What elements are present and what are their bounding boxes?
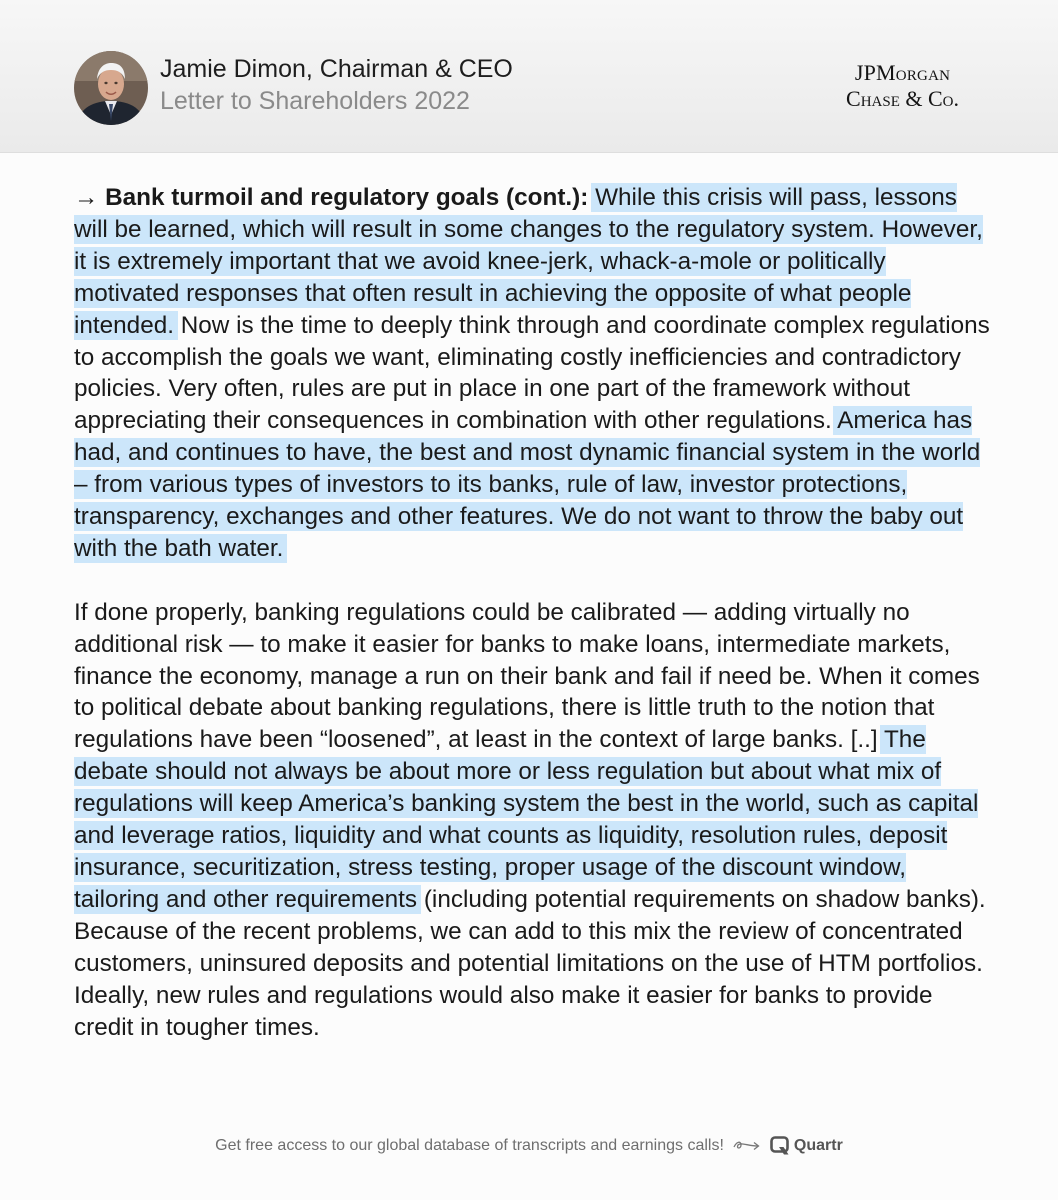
- paragraph-2: [74, 597, 994, 1044]
- body-text: (including potential requirements on shadow banks). Because of the recent problems, we can add to this mix the review of concentrated customers, uninsured deposits and potential limitations on the use of HTM portfolios. Ideally, new rules and regulations would also make it easier for banks to provide credit in tougher times.: [74, 885, 986, 1041]
- logo-line-2: Chase & Co.: [846, 86, 959, 111]
- highlighted-text: America has had, and continues to have, the best and most dynamic financial system in the world – from various types of investors to its banks, rule of law, investor protections, transparency, exchanges and other features. We do not want to throw the baby out with the bath water.: [74, 407, 981, 562]
- company-logo: [800, 62, 1005, 110]
- body-text: Now is the time to deeply think through and coordinate complex regulations to accomplish the goals we want, eliminating costly inefficiencies and contradictory policies. Very often, rules are put in place in one part of the framework without appreciating their consequences in combination with other regulations.: [74, 311, 990, 435]
- arrow-doodle-icon: [732, 1139, 762, 1153]
- quartr-logo-icon: [770, 1136, 790, 1156]
- footer-promo-link[interactable]: Get free access to our global database of transcripts and earnings calls!: [215, 1137, 724, 1154]
- arrow-icon: →: [74, 184, 99, 211]
- letter-excerpt: [74, 182, 994, 1043]
- quartr-label: Quartr: [793, 1137, 843, 1154]
- section-heading: Bank turmoil and regulatory goals (cont.):: [105, 184, 589, 211]
- header: [0, 0, 1058, 153]
- avatar: [74, 51, 148, 125]
- logo-line-1: JPMorgan: [854, 60, 951, 85]
- paragraph-1: [74, 182, 994, 565]
- author-name: Jamie Dimon, Chairman & CEO: [160, 55, 513, 83]
- highlighted-text: The debate should not always be about more or less regulation but about what mix of regulations will keep America’s banking system the best in the world, such as capital and leverage ratios, liquidity and what counts as liquidity, resolution rules, deposit insurance, securitization, stress testing, proper usage of the discount window, tailoring and other requirements: [74, 726, 979, 913]
- document-subtitle: Letter to Shareholders 2022: [160, 87, 470, 115]
- quartr-brand[interactable]: [770, 1136, 843, 1156]
- footer: [0, 1136, 1058, 1156]
- body-text: If done properly, banking regulations could be calibrated — adding virtually no additional risk — to make it easier for banks to make loans, intermediate markets, finance the economy, manage a run on their bank and fail if need be. When it comes to political debate about banking regulations, there is little truth to the notion that regulations have been “loosened”, at least in the context of large banks. [..]: [74, 598, 980, 754]
- highlighted-text: While this crisis will pass, lessons will be learned, which will result in some changes to the regulatory system. However, it is extremely important that we avoid knee-jerk, whack-a-mole or politically motivated responses that often result in achieving the opposite of what people intended.: [74, 184, 983, 339]
- portrait-image: [74, 51, 148, 125]
